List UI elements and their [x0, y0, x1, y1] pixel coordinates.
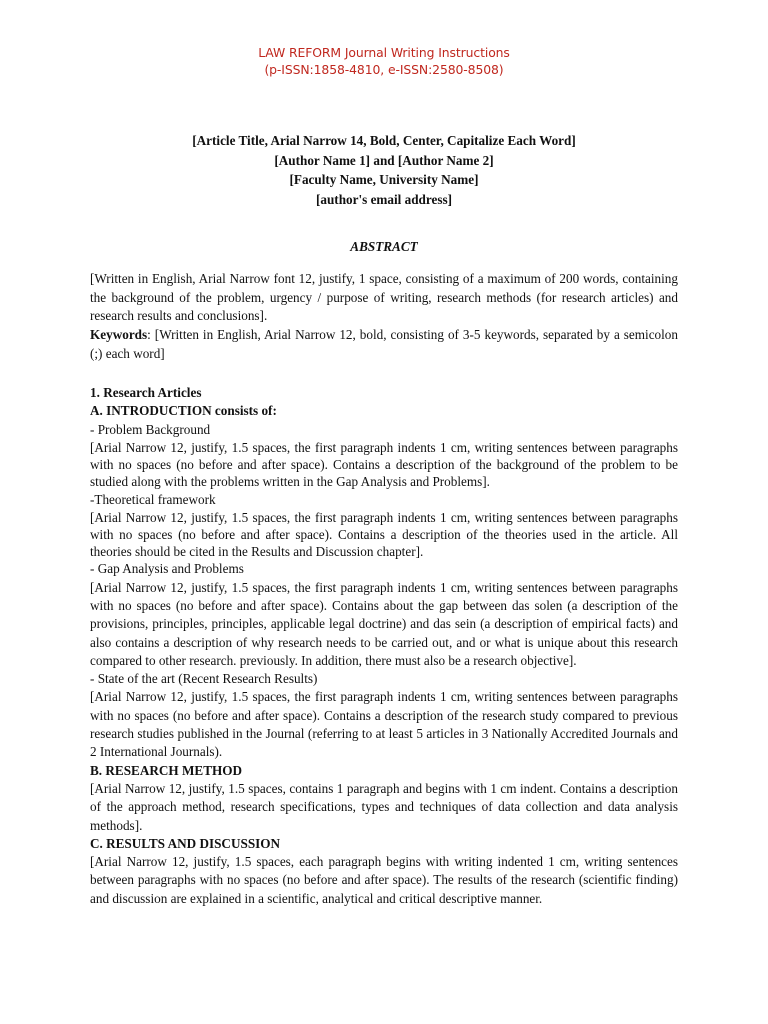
keywords-label: Keywords [90, 327, 148, 342]
author-email: [author's email address] [315, 191, 453, 207]
abstract-text: [Written in English, Arial Narrow font 12, justify, 1 space, consisting of a maximum of 200 words, containing the background of the problem, urgency / purpose of writing, research methods (for research articles) and research results and conclusions]. [90, 271, 678, 324]
article-title: [Article Title, Arial Narrow 14, Bold, Center, Capitalize Each Word] [192, 133, 576, 148]
theoretical-framework-label: -Theoretical framework [90, 491, 216, 507]
keywords-paragraph [90, 326, 678, 363]
introduction-heading: A. INTRODUCTION consists of: [90, 403, 277, 419]
journal-title-line: LAW REFORM Journal Writing Instructions [258, 45, 510, 60]
research-articles-heading: 1. Research Articles [90, 385, 202, 400]
research-method-heading: B. RESEARCH METHOD [90, 762, 243, 778]
article-title-block [0, 131, 768, 209]
results-discussion-text: [Arial Narrow 12, justify, 1.5 spaces, each paragraph begins with writing indented 1 cm, writing sentences between paragraphs with no spaces (no before and after space). The results of the research (scientific finding) and discussion are explained in a scientific, analytical and critical descriptive manner. [90, 854, 678, 906]
journal-header [0, 44, 768, 78]
gap-analysis-label: - Gap Analysis and Problems [90, 561, 244, 577]
results-discussion-heading: C. RESULTS AND DISCUSSION [90, 835, 281, 851]
author-names: [Author Name 1] and [Author Name 2] [274, 152, 494, 168]
problem-background-text: [Arial Narrow 12, justify, 1.5 spaces, the first paragraph indents 1 cm, writing sentences between paragraphs with no spaces (no before and after space). Contains a description of the background of the problem to be studied along with the problems written in the Gap Analysis and Problems]. [90, 439, 678, 490]
abstract-heading: ABSTRACT [350, 239, 418, 254]
faculty-name: [Faculty Name, University Name] [289, 172, 479, 187]
article-sections [90, 384, 678, 908]
issn-line: (p-ISSN:1858-4810, e-ISSN:2580-8508) [264, 62, 504, 77]
research-method-text: [Arial Narrow 12, justify, 1.5 spaces, contains 1 paragraph and begins with 1 cm indent. Contains a description of the approach method, research specifications, types and techniques of data collection and data analysis methods]. [90, 780, 678, 833]
theoretical-framework-text: [Arial Narrow 12, justify, 1.5 spaces, the first paragraph indents 1 cm, writing sentences between paragraphs with no spaces (no before and after space). Contains a description of the theories used in the article. All theories should be cited in the Results and Discussion chapter]. [90, 509, 678, 560]
state-of-the-art-text: [Arial Narrow 12, justify, 1.5 spaces, the first paragraph indents 1 cm, writing sentences between paragraphs with no spaces (no before and after space). Contains a description of the research study compared to previous research studies published in the Journal (referring to at least 5 articles in 3 Nationally Accredited Journals and 2 International Journals). [90, 689, 678, 760]
keywords-text: : [Written in English, Arial Narrow 12, bold, consisting of 3-5 keywords, separated by a semicolon (;) each word] [90, 327, 678, 361]
state-of-the-art-label: - State of the art (Recent Research Results) [90, 671, 318, 687]
gap-analysis-text: [Arial Narrow 12, justify, 1.5 spaces, the first paragraph indents 1 cm, writing sentences between paragraphs with no spaces (no before and after space). Contains about the gap between das solen (a description of the provisions, principles, principles, applicable legal doctrine) and das sein (a description of empirical facts) and also contains a description of why research needs to be carried out, and or what is unique about this research compared to other research. previously. In addition, there must also be a research objective]. [90, 579, 678, 668]
problem-background-label: - Problem Background [90, 421, 211, 437]
